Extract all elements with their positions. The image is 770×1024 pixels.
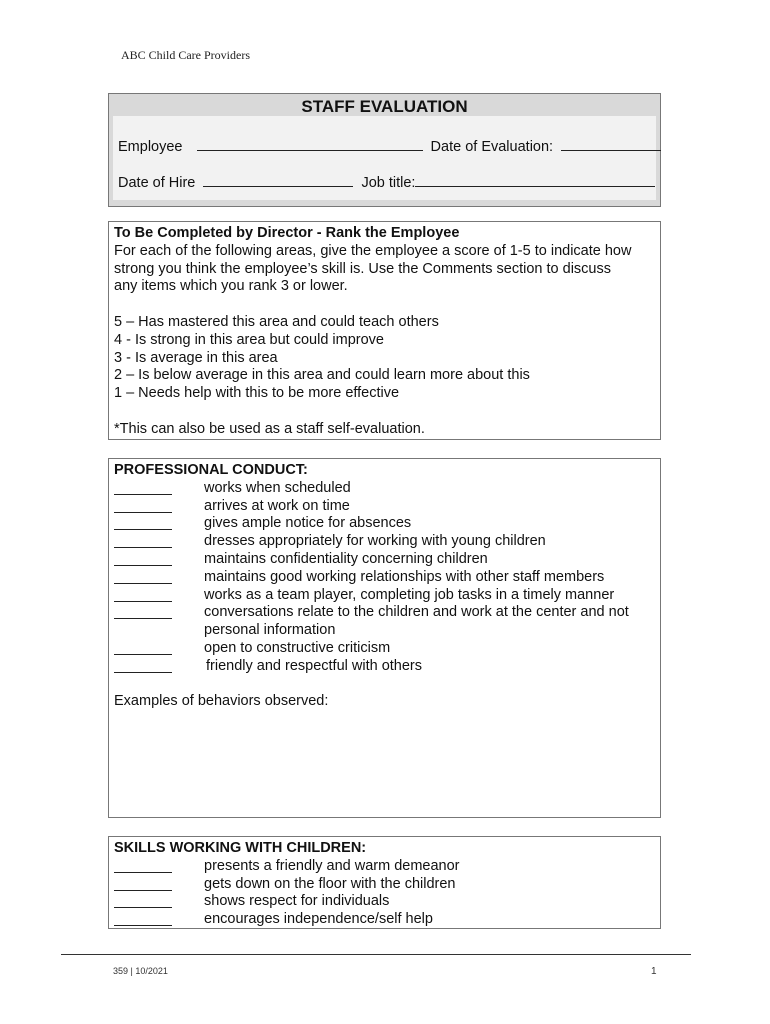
score-field[interactable]	[114, 876, 172, 891]
examples-comment-area[interactable]	[114, 711, 655, 821]
criterion-text: maintains confidentiality concerning children	[204, 550, 488, 567]
rating-row	[114, 480, 655, 498]
criterion-text: personal information	[204, 622, 336, 639]
score-field[interactable]	[114, 515, 172, 530]
rating-row	[114, 658, 655, 676]
professional-conduct-section	[108, 458, 661, 818]
rating-row	[114, 640, 655, 658]
instruction-line: For each of the following areas, give the employee a score of 1-5 to indicate how	[114, 242, 632, 259]
date-of-hire-label: Date of Hire	[118, 175, 196, 191]
criterion-text: gives ample notice for absences	[204, 515, 412, 532]
scale-item-2: 2 – Is below average in this area and could learn more about this	[114, 367, 530, 384]
instruction-line: strong you think the employee’s skill is. Use the Comments section to discuss	[114, 260, 611, 277]
rating-row	[114, 893, 655, 911]
page-number: 1	[651, 966, 657, 977]
rating-row	[114, 858, 655, 876]
employee-field[interactable]	[197, 136, 423, 151]
footer-form-code: 359 | 10/2021	[113, 966, 168, 976]
header-fields-panel	[113, 116, 656, 200]
criterion-text: presents a friendly and warm demeanor	[204, 857, 460, 874]
date-of-evaluation-field[interactable]	[561, 136, 661, 151]
employee-row	[118, 136, 661, 155]
hire-row	[118, 172, 655, 191]
score-field[interactable]	[114, 604, 172, 619]
scale-item-4: 4 - Is strong in this area but could improve	[114, 331, 384, 348]
score-field[interactable]	[114, 858, 172, 873]
rating-row	[114, 498, 655, 516]
score-field[interactable]	[114, 533, 172, 548]
score-field[interactable]	[114, 911, 172, 926]
criterion-text: dresses appropriately for working with young children	[204, 533, 546, 550]
skills-with-children-section	[108, 836, 661, 929]
rating-row	[114, 876, 655, 894]
criterion-text: encourages independence/self help	[204, 911, 433, 928]
job-title-label: Job title:	[361, 175, 416, 191]
date-of-hire-field[interactable]	[203, 172, 353, 187]
staff-evaluation-header	[108, 93, 661, 207]
criterion-text: works when scheduled	[204, 479, 351, 496]
examples-label: Examples of behaviors observed:	[114, 693, 329, 710]
rating-row	[114, 587, 655, 605]
criterion-text: friendly and respectful with others	[206, 657, 422, 674]
criterion-continuation	[114, 622, 655, 640]
criterion-text: shows respect for individuals	[204, 893, 390, 910]
rating-row	[114, 569, 655, 587]
score-field[interactable]	[114, 640, 172, 655]
scale-item-5: 5 – Has mastered this area and could teach others	[114, 313, 439, 330]
criterion-text: open to constructive criticism	[204, 639, 391, 656]
director-instructions	[108, 221, 661, 440]
professional-conduct-heading: PROFESSIONAL CONDUCT:	[114, 462, 308, 478]
score-field[interactable]	[114, 587, 172, 602]
form-title: STAFF EVALUATION	[301, 97, 468, 116]
score-field[interactable]	[114, 480, 172, 495]
score-field[interactable]	[114, 658, 172, 673]
scale-item-1: 1 – Needs help with this to be more effective	[114, 385, 400, 402]
score-field[interactable]	[114, 569, 172, 584]
employee-label: Employee	[118, 139, 183, 155]
rating-row	[114, 911, 655, 929]
criterion-text: works as a team player, completing job tasks in a timely manner	[204, 586, 615, 603]
score-field[interactable]	[114, 893, 172, 908]
date-of-evaluation-label: Date of Evaluation:	[430, 139, 554, 155]
criterion-text: gets down on the floor with the children	[204, 875, 456, 892]
rating-row	[114, 515, 655, 533]
rating-row	[114, 604, 655, 622]
instruction-line: any items which you rank 3 or lower.	[114, 278, 348, 295]
self-evaluation-note: *This can also be used as a staff self-evaluation.	[114, 420, 425, 437]
score-field[interactable]	[114, 498, 172, 513]
director-heading: To Be Completed by Director - Rank the Employee	[114, 225, 460, 241]
skills-heading: SKILLS WORKING WITH CHILDREN:	[114, 840, 367, 856]
scale-item-3: 3 - Is average in this area	[114, 349, 278, 366]
job-title-field[interactable]	[415, 172, 655, 187]
criterion-text: arrives at work on time	[204, 497, 350, 514]
organization-name: ABC Child Care Providers	[121, 48, 250, 62]
footer-rule	[61, 954, 691, 955]
rating-row	[114, 533, 655, 551]
criterion-text: maintains good working relationships with other staff members	[204, 568, 605, 585]
score-field[interactable]	[114, 551, 172, 566]
rating-row	[114, 551, 655, 569]
criterion-text: conversations relate to the children and work at the center and not	[204, 604, 629, 621]
